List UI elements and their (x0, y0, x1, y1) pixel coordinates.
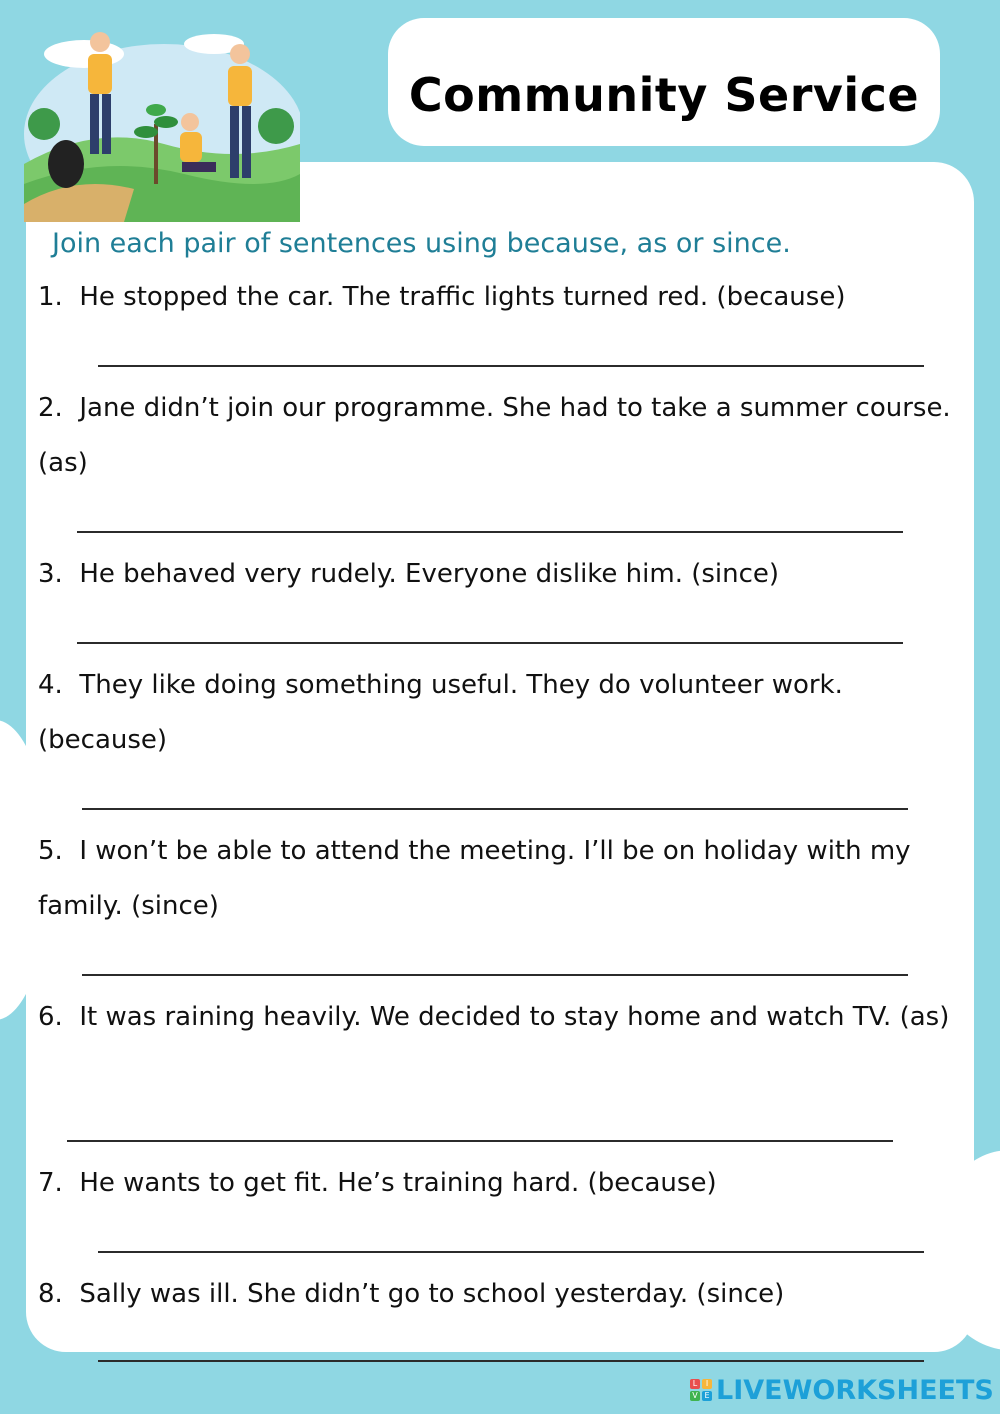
question-text: It was raining heavily. We decided to stay home and watch TV. (as) (79, 1002, 950, 1032)
answer-line-8[interactable] (98, 1360, 924, 1362)
question-6 (38, 990, 968, 1045)
question-text: He behaved very rudely. Everyone dislike him. (since) (79, 559, 780, 589)
question-number: 3. (38, 559, 63, 589)
brand-footer (690, 1372, 994, 1408)
volunteers-planting-tree-illustration (14, 14, 300, 222)
brand-name: LIVEWORKSHEETS (716, 1374, 994, 1406)
answer-line-7[interactable] (98, 1251, 924, 1253)
question-number: 7. (38, 1168, 63, 1198)
answer-line-1[interactable] (98, 365, 924, 367)
liveworksheets-logo-icon (690, 1379, 712, 1401)
question-number: 6. (38, 1002, 63, 1032)
answer-line-3[interactable] (77, 642, 903, 644)
logo-square-i: I (702, 1379, 712, 1389)
question-text: I won’t be able to attend the meeting. I’ll be on holiday with my family. (since) (38, 836, 911, 921)
instruction-text: Join each pair of sentences using because, as or since. (52, 228, 791, 259)
question-4 (38, 658, 968, 768)
question-8 (38, 1267, 968, 1322)
question-text: Jane didn’t join our programme. She had to take a summer course. (as) (38, 393, 951, 478)
question-7 (38, 1156, 968, 1211)
question-1 (38, 270, 968, 325)
question-2 (38, 381, 968, 491)
title-card (388, 18, 940, 146)
logo-square-e: E (702, 1391, 712, 1401)
logo-square-v: V (690, 1391, 700, 1401)
question-3 (38, 547, 968, 602)
logo-square-l: L (690, 1379, 700, 1389)
question-text: He wants to get fit. He’s training hard. (because) (79, 1168, 717, 1198)
answer-line-5[interactable] (82, 974, 908, 976)
question-number: 1. (38, 282, 63, 312)
answer-line-6[interactable] (67, 1140, 893, 1142)
question-number: 5. (38, 836, 63, 866)
question-text: They like doing something useful. They do volunteer work. (because) (38, 670, 843, 755)
question-number: 2. (38, 393, 63, 423)
question-text: He stopped the car. The traffic lights turned red. (because) (79, 282, 846, 312)
question-number: 8. (38, 1279, 63, 1309)
answer-line-2[interactable] (77, 531, 903, 533)
page-title: Community Service (408, 68, 920, 122)
question-5 (38, 824, 968, 934)
answer-line-4[interactable] (82, 808, 908, 810)
question-number: 4. (38, 670, 63, 700)
question-text: Sally was ill. She didn’t go to school yesterday. (since) (79, 1279, 785, 1309)
